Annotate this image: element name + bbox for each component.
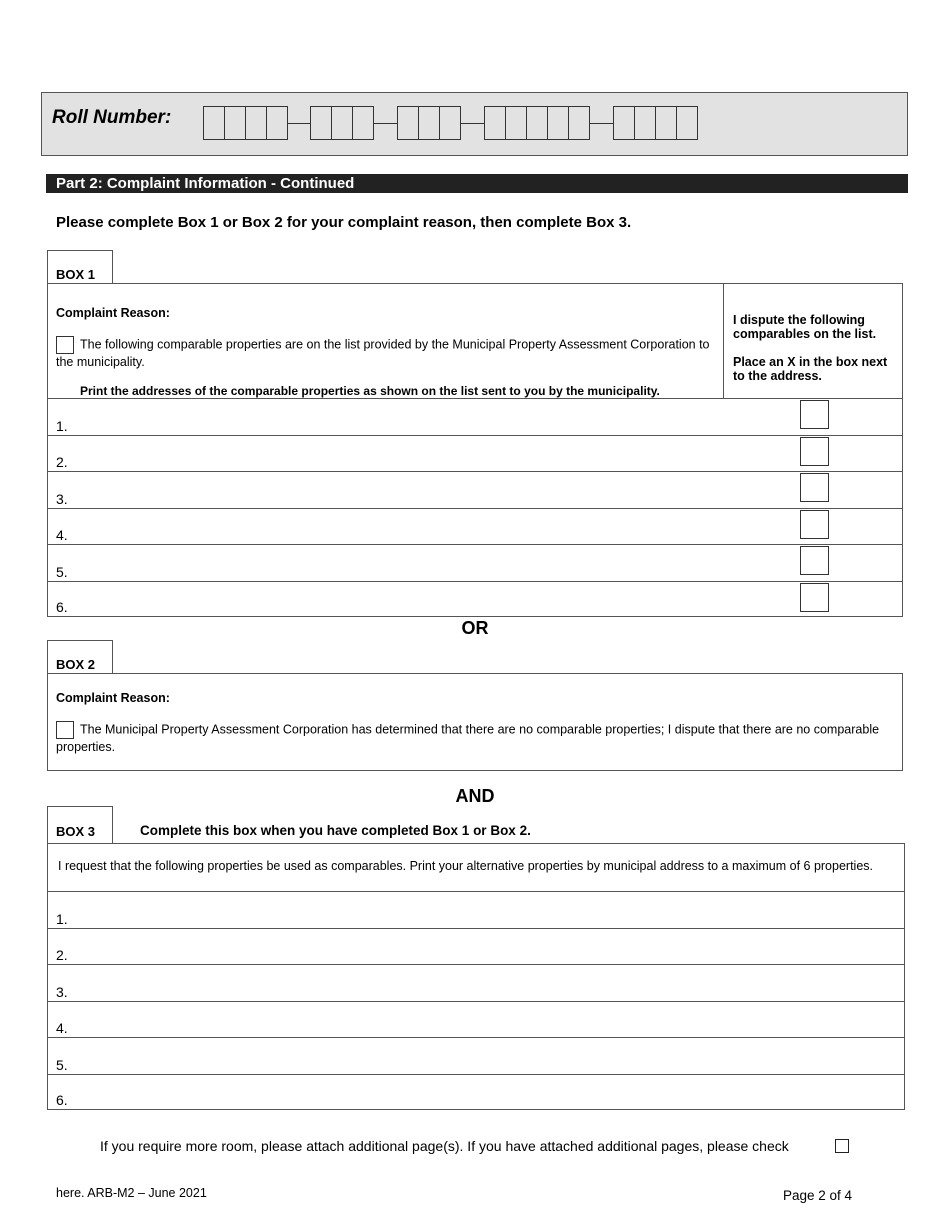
roll-digit[interactable] (439, 106, 461, 140)
roll-group-1 (203, 106, 287, 140)
attach-note: If you require more room, please attach additional page(s). If you have attached additional pages, please check (100, 1138, 789, 1154)
roll-digit[interactable] (397, 106, 419, 140)
table-row[interactable] (48, 1038, 904, 1075)
dispute-checkbox[interactable] (800, 583, 829, 612)
box1-header (48, 284, 724, 399)
roll-digit[interactable] (245, 106, 267, 140)
roll-digit[interactable] (484, 106, 506, 140)
table-row[interactable] (48, 509, 902, 545)
row-number: 3. (56, 984, 68, 1000)
roll-digit[interactable] (676, 106, 698, 140)
table-row[interactable] (48, 965, 904, 1002)
dispute-checkbox[interactable] (800, 473, 829, 502)
page-number: Page 2 of 4 (783, 1188, 853, 1203)
box3-panel (47, 843, 905, 1110)
box1-tab (47, 250, 113, 284)
box3-tab (47, 806, 113, 844)
box2-tab (47, 640, 113, 674)
row-number: 1. (56, 911, 68, 927)
dispute-checkbox[interactable] (800, 510, 829, 539)
roll-group-4 (484, 106, 590, 140)
attach-checkbox[interactable] (835, 1139, 849, 1153)
dispute-checkbox[interactable] (800, 437, 829, 466)
box1-dispute-column (733, 313, 893, 383)
table-row[interactable] (48, 545, 902, 582)
row-number: 5. (56, 564, 68, 580)
roll-number-bar (41, 92, 908, 156)
roll-separator (374, 123, 397, 124)
box1-reason-text: The following comparable properties are on the list provided by the Municipal Property Assessment Corporation to the municipality. (56, 337, 710, 369)
box1-reason (56, 336, 716, 370)
table-row[interactable] (48, 472, 902, 509)
box3-request-text: I request that the following properties be used as comparables. Print your alternative properties by municipal address to a maximum of 6 properties. (58, 859, 873, 873)
row-number: 1. (56, 418, 68, 434)
instruction-text: Please complete Box 1 or Box 2 for your complaint reason, then complete Box 3. (56, 214, 632, 231)
footer-left: here. ARB-M2 – June 2021 (56, 1186, 207, 1200)
roll-digit[interactable] (266, 106, 288, 140)
box3-tab-label: BOX 3 (56, 824, 96, 839)
box2-checkbox[interactable] (56, 721, 74, 739)
row-number: 4. (56, 1020, 68, 1036)
roll-number-digits (203, 105, 698, 141)
roll-digit[interactable] (224, 106, 246, 140)
box1-reason-label: Complaint Reason: (56, 306, 170, 320)
table-row[interactable] (48, 1002, 904, 1038)
box2-reason-label: Complaint Reason: (56, 691, 170, 705)
row-number: 6. (56, 599, 68, 615)
roll-number-label: Roll Number: (52, 107, 172, 128)
roll-separator (287, 123, 310, 124)
table-row[interactable] (48, 399, 902, 436)
roll-separator (461, 123, 484, 124)
box1-tab-label: BOX 1 (56, 267, 96, 282)
table-row[interactable] (48, 892, 904, 929)
box2-panel (47, 673, 903, 771)
roll-digit[interactable] (547, 106, 569, 140)
roll-digit[interactable] (352, 106, 374, 140)
roll-digit[interactable] (505, 106, 527, 140)
table-row[interactable] (48, 1075, 904, 1109)
row-number: 6. (56, 1092, 68, 1108)
box2-reason (56, 721, 892, 755)
box1-dispute-heading: I dispute the following comparables on the list. (733, 313, 877, 341)
box1-print-instruction: Print the addresses of the comparable properties as shown on the list sent to you by the municipality. (80, 384, 660, 398)
or-label: OR (461, 618, 489, 638)
box1-checkbox[interactable] (56, 336, 74, 354)
table-row[interactable] (48, 436, 902, 472)
table-row[interactable] (48, 582, 902, 616)
roll-digit[interactable] (613, 106, 635, 140)
row-number: 5. (56, 1057, 68, 1073)
roll-digit[interactable] (568, 106, 590, 140)
roll-digit[interactable] (526, 106, 548, 140)
roll-separator (590, 123, 613, 124)
table-row[interactable] (48, 929, 904, 965)
row-number: 2. (56, 947, 68, 963)
roll-group-5 (613, 106, 698, 140)
box3-heading: Complete this box when you have completed Box 1 or Box 2. (140, 823, 531, 838)
row-number: 4. (56, 527, 68, 543)
roll-digit[interactable] (418, 106, 440, 140)
roll-digit[interactable] (331, 106, 353, 140)
roll-digit[interactable] (310, 106, 332, 140)
section-header: Part 2: Complaint Information - Continued (46, 174, 908, 193)
roll-digit[interactable] (203, 106, 225, 140)
box1-dispute-instruction: Place an X in the box next to the address. (733, 355, 888, 383)
and-label: AND (455, 786, 495, 806)
box2-reason-text: The Municipal Property Assessment Corporation has determined that there are no comparable properties; I dispute that there are no comparable properties. (56, 722, 880, 754)
roll-group-2 (310, 106, 374, 140)
box1-panel (47, 283, 903, 617)
dispute-checkbox[interactable] (800, 400, 829, 429)
row-number: 3. (56, 491, 68, 507)
roll-digit[interactable] (634, 106, 656, 140)
box2-tab-label: BOX 2 (56, 657, 96, 672)
row-number: 2. (56, 454, 68, 470)
roll-digit[interactable] (655, 106, 677, 140)
dispute-checkbox[interactable] (800, 546, 829, 575)
roll-group-3 (397, 106, 461, 140)
